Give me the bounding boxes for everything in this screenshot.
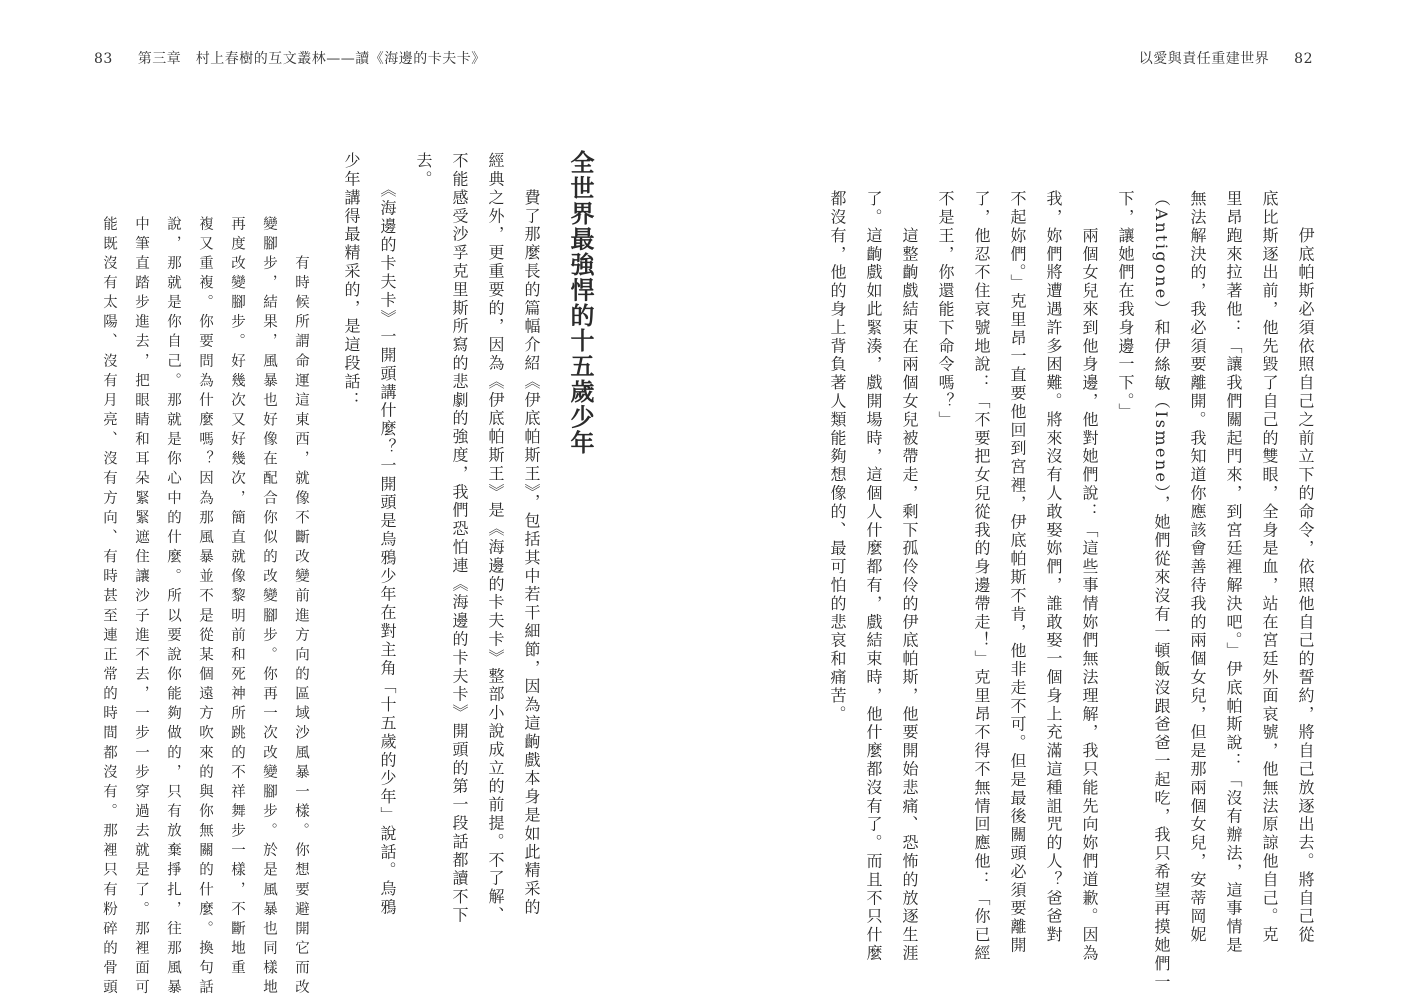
left-chapter-title: 第三章 村上春樹的互文叢林——讀《海邊的卡夫卡》 [137,51,486,67]
right-page-line: 了。這齣戲如此緊湊，戲開場時，這個人什麼都有，戲結束時，他什麼都沒有了。而且不只什麼 [864,190,883,963]
left-page-line: 費了那麼長的篇幅介紹《伊底帕斯王》，包括其中若干細節，因為這齣戲本身是如此精采的 [522,152,541,917]
section-heading: 全世界最強悍的十五歲少年 [566,150,595,456]
right-page-line: 無法解決的，我必須要離開。我知道你應該會善待我的兩個女兒，但是那兩個女兒，安蒂岡妮 [1188,190,1207,945]
quote-line: 複又重複。你要問為什麼嗎？因為那風暴並不是從某個遠方吹來的與你無關的什麼。換句話 [197,216,213,999]
right-chapter-title: 以愛與責任重建世界 [1138,51,1270,67]
right-page-line: 不起妳們。」克里昂一直要他回到宮裡，伊底帕斯不肯，他非走不可。但是最後關頭必須要離開 [1008,190,1027,955]
right-page-line: （Antigone）和伊絲敏（Ismene），她們從來沒有一頓飯沒跟爸爸一起吃，我只希望再摸她們一 [1152,190,1171,992]
right-page-number: 82 [1294,51,1313,67]
left-running-header [94,50,486,68]
quote-line: 再度改變腳步。好幾次又好幾次，簡直就像黎明前和死神所跳的不祥舞步一樣，不斷地重 [229,216,245,980]
quote-line: 變腳步，結果，風暴也好像在配合你似的改變腳步。你再一次改變腳步。於是風暴也同樣地 [261,216,277,999]
right-page-line: 里昂跑來拉著他：「讓我們關起門來，到宮廷裡解決吧。」伊底帕斯說：「沒有辦法，這事情是 [1224,190,1243,955]
left-page-line: 《海邊的卡夫卡》一開頭講什麼？一開頭是烏鴉少年在對主角「十五歲的少年」說話。烏鴉 [378,152,397,917]
right-page-line: 這整齣戲結束在兩個女兒被帶走，剩下孤伶伶的伊底帕斯，他要開始悲痛、恐怖的放逐生涯 [900,190,919,963]
quote-line: 中筆直踏步進去，把眼睛和耳朵緊緊遮住讓沙子進不去，一步一步穿過去就是了。那裡面可 [133,216,149,999]
left-page-line: 經典之外，更重要的，因為《伊底帕斯王》是《海邊的卡夫卡》整部小說成立的前提。不了解、 [486,152,505,925]
quote-line: 說，那就是你自己。那就是你心中的什麼。所以要說你能夠做的，只有放棄掙扎，往那風暴 [165,216,181,999]
right-page-line: 兩個女兒來到他身邊，他對她們說：「這些事情妳們無法理解，我只能先向妳們道歉。因為 [1080,190,1099,963]
left-page-line: 不能感受沙孚克里斯所寫的悲劇的強度，我們恐怕連《海邊的卡夫卡》開頭的第一段話都讀不下 [450,152,469,925]
right-page-line: 底比斯逐出前，他先毀了自己的雙眼，全身是血，站在宮廷外面哀號，他無法原諒他自己。克 [1260,190,1279,945]
right-page-line: 了，他忍不住哀號地說：「不要把女兒從我的身邊帶走！」克里昂不得不無情回應他：「你已經 [972,190,991,963]
right-page-line: 不是王，你還能下命令嗎？」 [936,190,955,430]
left-page-line: 少年講得最精采的，是這段話： [342,152,361,410]
quote-line: 能既沒有太陽、沒有月亮、沒有方向、有時甚至連正常的時間都沒有。那裡只有粉碎的骨頭 [101,216,117,999]
right-page-line: 我，妳們將遭遇許多困難。將來沒有人敢娶妳們，誰敢娶一個身上充滿這種詛咒的人？爸爸對 [1044,190,1063,945]
quote-line: 有時候所謂命運這東西，就像不斷改變前進方向的區域沙風暴一樣。你想要避開它而改 [293,216,309,999]
left-page-line: 去。 [414,152,433,189]
right-page-line: 下，讓她們在我身邊一下。」 [1116,190,1135,422]
right-running-header [1139,50,1313,68]
left-page-number: 83 [94,51,113,67]
right-page-line: 都沒有，他的身上背負著人類能夠想像的、最可怕的悲哀和痛苦。 [828,190,847,724]
right-page-line: 伊底帕斯必須依照自己之前立下的命令，依照他自己的誓約，將自己放逐出去。將自己從 [1296,190,1315,945]
